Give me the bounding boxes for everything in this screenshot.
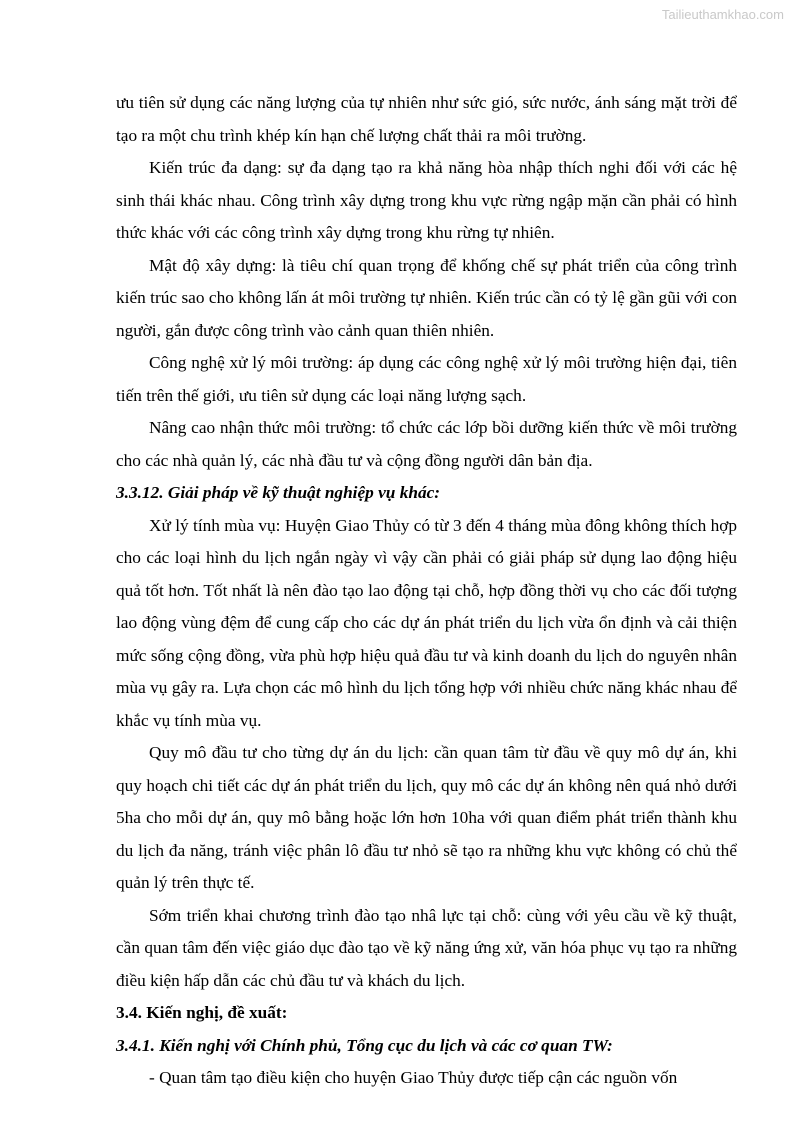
paragraph-training-program: Sớm triển khai chương trình đào tạo nhâ lực tại chỗ: cùng với yêu cầu về kỹ thuật, cần quan tâm đến việc giáo dục đào tạo về kỹ năng ứng xử, văn hóa phục vụ tạo ra những điều kiện hấp dẫn các chủ đầu tư và khách du lịch. bbox=[116, 905, 737, 990]
paragraph-environment-technology: Công nghệ xử lý môi trường: áp dụng các công nghệ xử lý môi trường hiện đại, tiên tiến trên thế giới, ưu tiên sử dụng các loại năng lượng sạch. bbox=[116, 353, 737, 405]
paragraph-seasonality: Xử lý tính mùa vụ: Huyện Giao Thủy có từ 3 đến 4 tháng mùa đông không thích hợp cho các loại hình du lịch ngắn ngày vì vậy cần phải có giải pháp sử dụng lao động hiệu quả tốt hơn. Tốt nhất là nên đào tạo lao động tại chỗ, hợp đồng thời vụ cho các đối tượng lao động vùng đệm để cung cấp cho các dự án phát triển du lịch vừa ổn định và cải thiện mức sống cộng đồng, vừa phù hợp hiệu quả đầu tư và kinh doanh du lịch do nguyên nhân mùa vụ gây ra. Lựa chọn các mô hình du lịch tổng hợp với nhiều chức năng khác nhau để khắc vụ tính mùa vụ. bbox=[116, 515, 737, 730]
document-body bbox=[116, 87, 737, 1095]
paragraph-recommendation-1: - Quan tâm tạo điều kiện cho huyện Giao Thủy được tiếp cận các nguồn vốn bbox=[149, 1068, 678, 1087]
watermark: Tailieuthamkhao.com bbox=[661, 7, 784, 22]
paragraph-diverse-architecture: Kiến trúc đa dạng: sự đa dạng tạo ra khả năng hòa nhập thích nghi đối với các hệ sinh thái khác nhau. Công trình xây dựng trong khu vực rừng ngập mặn cần phải có hình thức khác với các công trình xây dựng trong khu rừng tự nhiên. bbox=[116, 158, 737, 242]
paragraph-building-density: Mật độ xây dựng: là tiêu chí quan trọng để khống chế sự phát triển của công trình kiến trúc sao cho không lấn át môi trường tự nhiên. Kiến trúc cần có tỷ lệ gần gũi với con người, gắn được công trình vào cảnh quan thiên nhiên. bbox=[116, 255, 737, 340]
paragraph-environment-awareness: Nâng cao nhận thức môi trường: tổ chức các lớp bồi dưỡng kiến thức về môi trường cho các nhà quản lý, các nhà đầu tư và cộng đồng người dân bản địa. bbox=[116, 418, 737, 470]
paragraph-investment-scale: Quy mô đầu tư cho từng dự án du lịch: cần quan tâm từ đầu về quy mô dự án, khi quy hoạch chi tiết các dự án phát triển du lịch, quy mô các dự án không nên quá nhỏ dưới 5ha cho mỗi dự án, quy mô bằng hoặc lớn hơn 10ha với quan điểm phát triển thành khu du lịch đa năng, tránh việc phân lô đầu tư nhỏ sẽ tạo ra những khu vực không có chủ thể quản lý trên thực tế. bbox=[116, 743, 737, 892]
section-heading-3-4-1: 3.4.1. Kiến nghị với Chính phủ, Tổng cục du lịch và các cơ quan TW: bbox=[116, 1035, 613, 1055]
paragraph-renewable-energy: ưu tiên sử dụng các năng lượng của tự nhiên như sức gió, sức nước, ánh sáng mặt trời để tạo ra một chu trình khép kín hạn chế lượng chất thải ra môi trường. bbox=[116, 93, 737, 145]
section-heading-3-3-12: 3.3.12. Giải pháp về kỹ thuật nghiệp vụ khác: bbox=[116, 483, 441, 502]
section-heading-3-4: 3.4. Kiến nghị, đề xuất: bbox=[116, 1003, 288, 1022]
